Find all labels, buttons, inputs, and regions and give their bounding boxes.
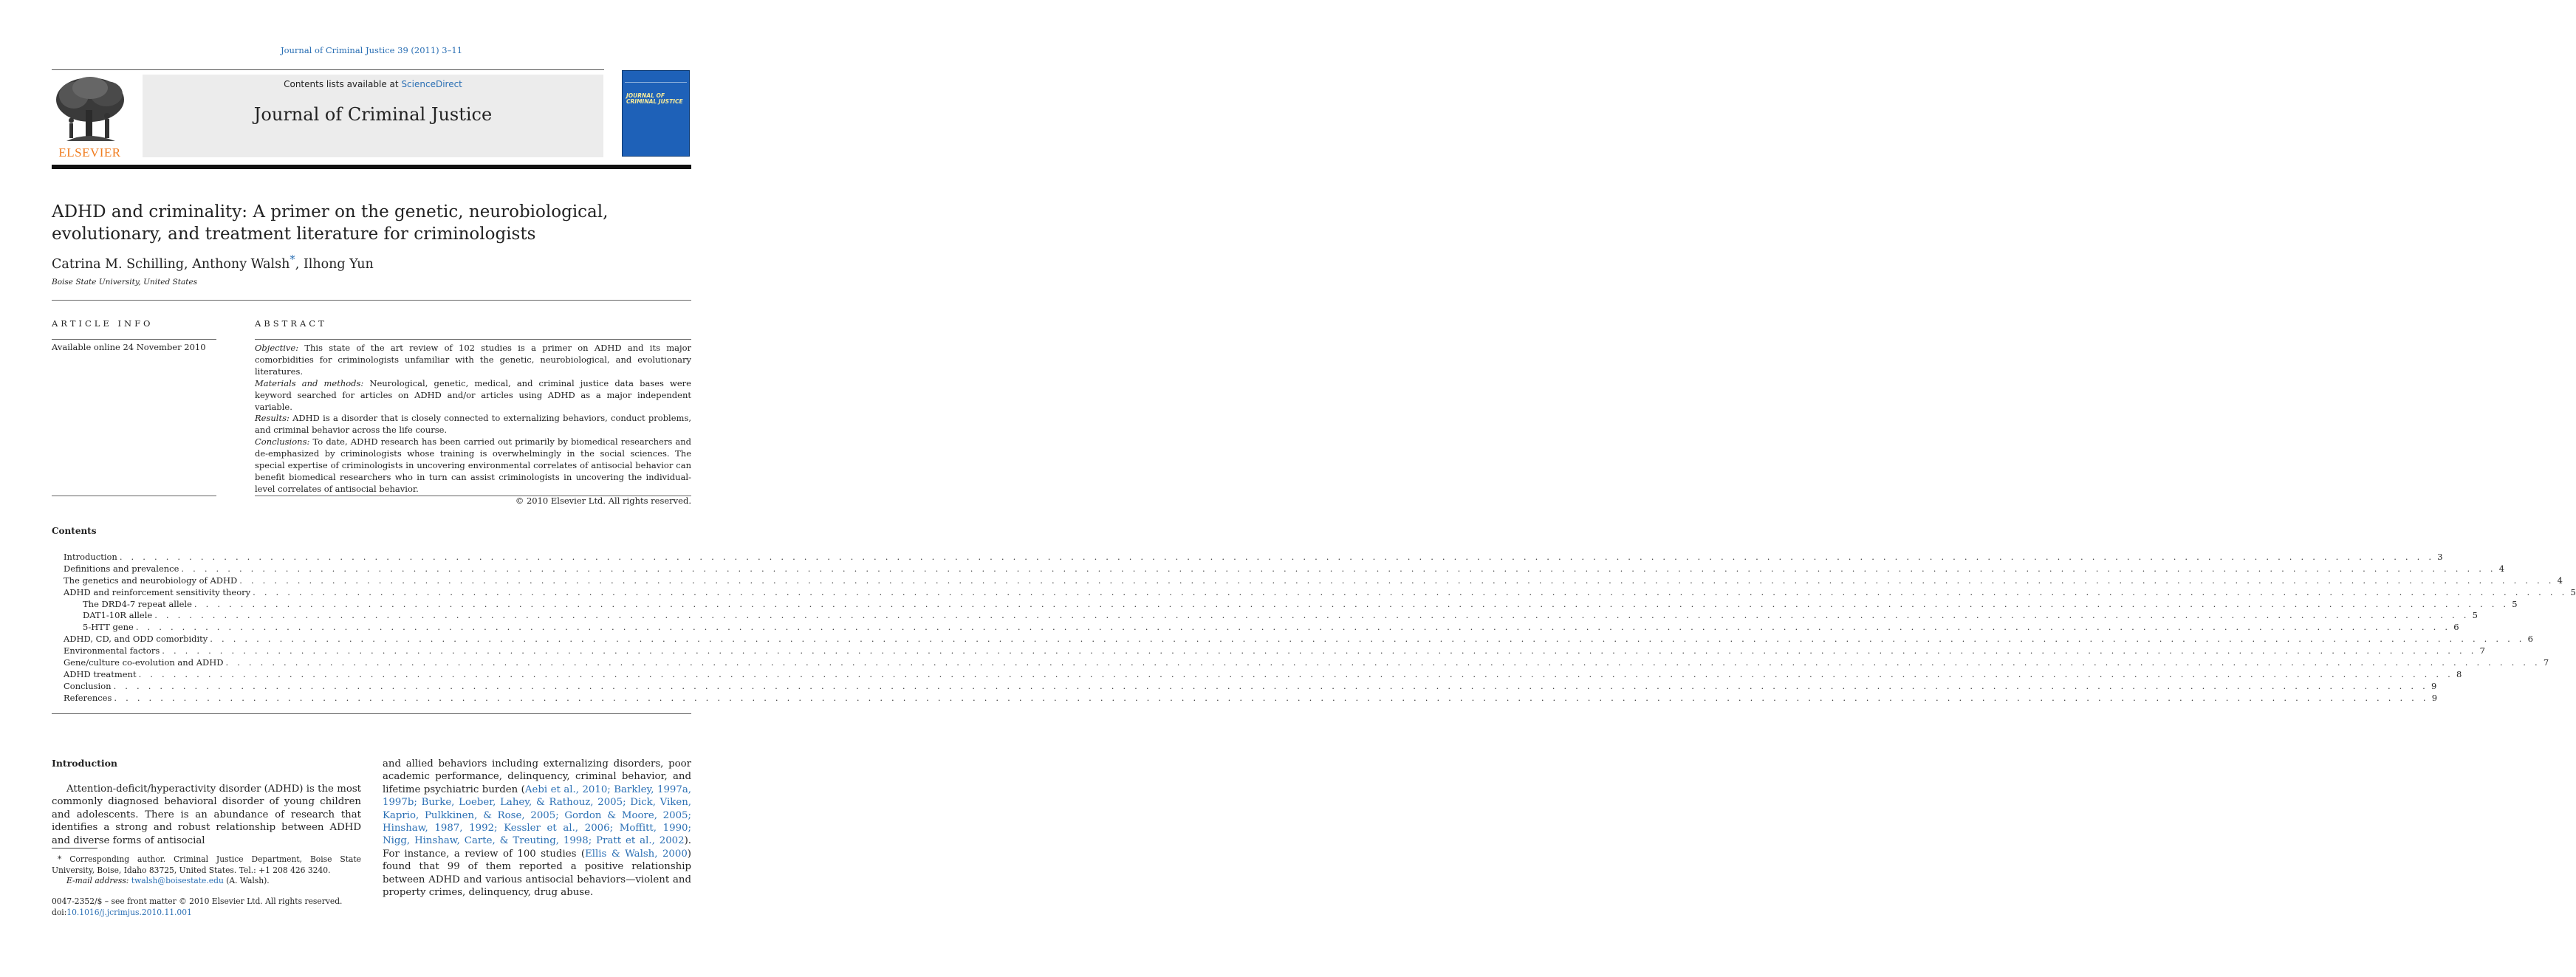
results-text: ADHD is a disorder that is closely connected to externalizing behaviors, conduct problems, and criminal behavior across the life course. — [255, 413, 691, 436]
toc-entry[interactable] — [64, 610, 2478, 622]
toc-entry[interactable] — [64, 598, 2518, 611]
title-rule — [52, 300, 691, 301]
toc-entry-page: 6 — [2525, 634, 2533, 645]
journal-cover-thumbnail[interactable] — [622, 70, 690, 157]
contents-prefix: Contents lists available at — [284, 79, 402, 89]
article-title: ADHD and criminality: A primer on the genetic, neurobiological, evolutionary, and treatment literature for criminologists — [52, 202, 609, 244]
toc-entry[interactable] — [64, 586, 2576, 599]
toc-leader-dots: . . . . . . . . . . . . . . . . . . . . . . . . . . . . . . . . . . . . . . . . . . . . . . . . . . . . . . . . . . . . . . . . . . . . . . . . . . . . . . . . . . . . . . . . . . . . . . . . . . . . . . . . . . . . . . . . . . . . . . . . . . . . . . . . . . . . . . . . . . . . . . . . . . . . . . . . . . . . . . . . . . . . . . . . . . . . . . . . . . . . . . . . . . . . . . . . . . . . . . . . — [114, 692, 2429, 703]
corresponding-author-footnote — [52, 854, 361, 887]
affiliation: Boise State University, United States — [52, 278, 198, 287]
toc-entry-page: 4 — [2555, 575, 2563, 587]
toc-leader-dots: . . . . . . . . . . . . . . . . . . . . . . . . . . . . . . . . . . . . . . . . . . . . . . . . . . . . . . . . . . . . . . . . . . . . . . . . . . . . . . . . . . . . . . . . . . . . . . . . . . . . . . . . . . . . . . . . . . . . . . . . . . . . . . . . . . . . . . . . . . . . . . . . . . . . . . . . . . . . . . . . . . . . . . . . . . . . . . . . . . . . . . . . . . . . . . . . . . . . . . . . — [253, 586, 2568, 597]
sciencedirect-link[interactable]: ScienceDirect — [401, 79, 462, 89]
introduction-right-column — [383, 758, 691, 899]
toc-entry-page: 5 — [2567, 587, 2575, 599]
toc-leader-dots: . . . . . . . . . . . . . . . . . . . . . . . . . . . . . . . . . . . . . . . . . . . . . . . . . . . . . . . . . . . . . . . . . . . . . . . . . . . . . . . . . . . . . . . . . . . . . . . . . . . . . . . . . . . . . . . . . . . . . . . . . . . . . . . . . . . . . . . . . . . . . . . . . . . . . . . . . . . . . . . . . . . . . . . . . . . . . . . . . . . . . . . . . . . . . . . . . . . . . . . . — [138, 668, 2453, 679]
doi-line — [52, 908, 342, 919]
footnote-mark: * — [58, 854, 62, 864]
contents-availability — [143, 79, 603, 89]
toc-entry-page: 8 — [2453, 669, 2462, 681]
cover-strip — [625, 73, 687, 83]
toc-entry[interactable] — [64, 575, 2563, 587]
toc-leader-dots: . . . . . . . . . . . . . . . . . . . . . . . . . . . . . . . . . . . . . . . . . . . . . . . . . . . . . . . . . . . . . . . . . . . . . . . . . . . . . . . . . . . . . . . . . . . . . . . . . . . . . . . . . . . . . . . . . . . . . . . . . . . . . . . . . . . . . . . . . . . . . . . . . . . . . . . . . . . . . . . . . . . . . . . . . . . . . . . . . . . . . . . . . . . . . . . . . . . . . . . . — [162, 645, 2477, 657]
toc-entry-title[interactable]: ADHD and reinforcement sensitivity theory — [64, 587, 253, 599]
objective-text: This state of the art review of 102 studies is a primer on ADHD and its major comorbidities for criminologists unfamiliar with the genetic, neurobiological, and evolutionary literatures. — [255, 343, 691, 377]
intro-text-part-3: ) found that 99 of them reported a positive relationship between ADHD and various antisocial behaviors—violent and property crimes, delinquency, drug abuse. — [383, 848, 691, 899]
journal-masthead — [143, 75, 603, 157]
contents-heading: Contents — [52, 526, 97, 536]
toc-entry-page: 7 — [2477, 645, 2485, 657]
toc-leader-dots: . . . . . . . . . . . . . . . . . . . . . . . . . . . . . . . . . . . . . . . . . . . . . . . . . . . . . . . . . . . . . . . . . . . . . . . . . . . . . . . . . . . . . . . . . . . . . . . . . . . . . . . . . . . . . . . . . . . . . . . . . . . . . . . . . . . . . . . . . . . . . . . . . . . . . . . . . . . . . . . . . . . . . . . . . . . . . . . . . . . . . . . . . . . . . . . . . . . . . . . . — [225, 657, 2541, 668]
toc-entry-page: 7 — [2541, 657, 2549, 669]
abstract-label: ABSTRACT — [255, 318, 327, 329]
toc-entry-title[interactable]: ADHD, CD, and ODD comorbidity — [64, 634, 210, 645]
toc-entry-page: 3 — [2434, 552, 2442, 563]
methods-text: Neurological, genetic, medical, and criminal justice data bases were keyword searched for articles on ADHD and/or articles using ADHD as a major independent variable. — [255, 377, 691, 412]
intro-text-part-2: ). For instance, a review of 100 studies ( — [383, 835, 691, 860]
methods-label: Materials and methods: — [255, 377, 364, 388]
article-info-rule — [52, 339, 216, 340]
toc-entry-title[interactable]: DAT1-10R allele — [83, 610, 154, 622]
intro-text-part-1: and allied behaviors including externalizing disorders, poor academic performance, delinquency, criminal behavior, and lifetime psychiatric burden ( — [383, 758, 691, 795]
introduction-heading: Introduction — [52, 758, 118, 769]
abstract-methods — [255, 378, 691, 414]
toc-entry[interactable] — [64, 563, 2505, 575]
toc-leader-dots: . . . . . . . . . . . . . . . . . . . . . . . . . . . . . . . . . . . . . . . . . . . . . . . . . . . . . . . . . . . . . . . . . . . . . . . . . . . . . . . . . . . . . . . . . . . . . . . . . . . . . . . . . . . . . . . . . . . . . . . . . . . . . . . . . . . . . . . . . . . . . . . . . . . . . . . . . . . . . . . . . . . . . . . . . . . . . . . . . . . . . . . . . . . . . . . . . . . . . . . . — [154, 610, 2470, 621]
toc-entry-page: 5 — [2470, 610, 2478, 622]
author-list — [52, 253, 374, 272]
toc-leader-dots: . . . . . . . . . . . . . . . . . . . . . . . . . . . . . . . . . . . . . . . . . . . . . . . . . . . . . . . . . . . . . . . . . . . . . . . . . . . . . . . . . . . . . . . . . . . . . . . . . . . . . . . . . . . . . . . . . . . . . . . . . . . . . . . . . . . . . . . . . . . . . . . . . . . . . . . . . . . . . . . . . . . . . . . . . . . . . . . . . . . . . . . . . . . . . . . . . . . . . . . . — [135, 622, 2451, 633]
toc-leader-dots: . . . . . . . . . . . . . . . . . . . . . . . . . . . . . . . . . . . . . . . . . . . . . . . . . . . . . . . . . . . . . . . . . . . . . . . . . . . . . . . . . . . . . . . . . . . . . . . . . . . . . . . . . . . . . . . . . . . . . . . . . . . . . . . . . . . . . . . . . . . . . . . . . . . . . . . . . . . . . . . . . . . . . . . . . . . . . . . . . . . . . . . . . . . . . . . . . . . . . . . . — [239, 575, 2555, 586]
front-matter — [52, 897, 342, 918]
toc-entry-title[interactable]: Gene/culture co-evolution and ADHD — [64, 657, 226, 669]
doi-link[interactable]: 10.1016/j.jcrimjus.2010.11.001 — [66, 907, 192, 917]
abstract-results — [255, 413, 691, 436]
toc-entry-title[interactable]: The genetics and neurobiology of ADHD — [64, 575, 239, 587]
toc-leader-dots: . . . . . . . . . . . . . . . . . . . . . . . . . . . . . . . . . . . . . . . . . . . . . . . . . . . . . . . . . . . . . . . . . . . . . . . . . . . . . . . . . . . . . . . . . . . . . . . . . . . . . . . . . . . . . . . . . . . . . . . . . . . . . . . . . . . . . . . . . . . . . . . . . . . . . . . . . . . . . . . . . . . . . . . . . . . . . . . . . . . . . . . . . . . . . . . . . . . . . . . . — [119, 552, 2435, 562]
elsevier-wordmark: ELSEVIER — [58, 145, 121, 160]
table-of-contents — [64, 552, 2576, 705]
conclusions-text: To date, ADHD research has been carried out primarily by biomedical researchers and de-emphasized by criminologists whose training is overwhelmingly in the social sciences. The special expertise of criminologists in uncovering environmental correlates of antisocial behavior can benefit biomedical researchers who in turn can assist criminologists in uncovering the individual-level correlates of antisocial behavior. — [255, 436, 691, 494]
toc-entry-title[interactable]: Conclusion — [64, 681, 114, 693]
toc-entry-title[interactable]: 5-HTT gene — [83, 622, 136, 634]
abstract-objective — [255, 343, 691, 378]
toc-entry-title[interactable]: Introduction — [64, 552, 120, 563]
abstract-rule — [255, 339, 691, 340]
conclusions-label: Conclusions: — [255, 436, 310, 448]
footnote-text: Corresponding author. Criminal Justice Department, Boise State University, Boise, Idaho 83725, United States. Tel.: +1 208 426 3240. — [52, 854, 361, 875]
elsevier-logo[interactable] — [52, 75, 128, 160]
citation-link-ellis-walsh[interactable]: Ellis & Walsh, 2000 — [585, 848, 688, 860]
article-info-label: ARTICLE INFO — [52, 318, 154, 329]
toc-entry[interactable] — [64, 680, 2437, 693]
contents-bottom-rule — [52, 713, 691, 714]
toc-entry-title[interactable]: The DRD4-7 repeat allele — [83, 599, 194, 611]
objective-label: Objective: — [255, 343, 299, 353]
top-rule — [52, 69, 604, 70]
author-schilling[interactable]: Catrina M. Schilling, — [52, 256, 193, 272]
toc-entry-title[interactable]: ADHD treatment — [64, 669, 139, 681]
toc-leader-dots: . . . . . . . . . . . . . . . . . . . . . . . . . . . . . . . . . . . . . . . . . . . . . . . . . . . . . . . . . . . . . . . . . . . . . . . . . . . . . . . . . . . . . . . . . . . . . . . . . . . . . . . . . . . . . . . . . . . . . . . . . . . . . . . . . . . . . . . . . . . . . . . . . . . . . . . . . . . . . . . . . . . . . . . . . . . . . . . . . . . . . . . . . . . . . . . . . . . . . . . . — [181, 563, 2496, 574]
toc-entry[interactable] — [64, 552, 2443, 563]
toc-entry[interactable] — [64, 668, 2462, 681]
results-label: Results: — [255, 413, 290, 424]
email-label: E-mail address: — [66, 876, 131, 886]
journal-citation-link[interactable]: Journal of Criminal Justice 39 (2011) 3–11 — [280, 45, 463, 55]
abstract-copyright: © 2010 Elsevier Ltd. All rights reserved. — [515, 495, 691, 506]
toc-entry-title[interactable]: References — [64, 693, 114, 705]
toc-entry-page: 4 — [2496, 563, 2504, 575]
author-walsh[interactable]: Anthony Walsh — [192, 256, 290, 272]
toc-leader-dots: . . . . . . . . . . . . . . . . . . . . . . . . . . . . . . . . . . . . . . . . . . . . . . . . . . . . . . . . . . . . . . . . . . . . . . . . . . . . . . . . . . . . . . . . . . . . . . . . . . . . . . . . . . . . . . . . . . . . . . . . . . . . . . . . . . . . . . . . . . . . . . . . . . . . . . . . . . . . . . . . . . . . . . . . . . . . . . . . . . . . . . . . . . . . . . . . . . . . . . . . — [193, 598, 2510, 609]
email-suffix: (A. Walsh). — [223, 876, 270, 886]
abstract-conclusions — [255, 436, 691, 496]
toc-entry-page: 6 — [2450, 622, 2459, 634]
abstract-body — [255, 343, 691, 507]
header-heavy-rule — [52, 165, 691, 169]
toc-leader-dots: . . . . . . . . . . . . . . . . . . . . . . . . . . . . . . . . . . . . . . . . . . . . . . . . . . . . . . . . . . . . . . . . . . . . . . . . . . . . . . . . . . . . . . . . . . . . . . . . . . . . . . . . . . . . . . . . . . . . . . . . . . . . . . . . . . . . . . . . . . . . . . . . . . . . . . . . . . . . . . . . . . . . . . . . . . . . . . . . . . . . . . . . . . . . . . . . . . . . . . . . — [113, 680, 2428, 691]
toc-entry-page: 9 — [2428, 681, 2436, 693]
cover-title: JOURNAL OF CRIMINAL JUSTICE — [626, 92, 683, 105]
toc-entry[interactable] — [64, 645, 2485, 657]
toc-entry-title[interactable]: Environmental factors — [64, 645, 162, 657]
citation-links-1[interactable]: Aebi et al., 2010; Barkley, 1997a, 1997b; Burke, Loeber, Lahey, & Rathouz, 2005; Dick, Viken, Kaprio, Pulkkinen, & Rose, 2005; Gordon & Moore, 2005; Hinshaw, 1987, 1992; Kessler et al., 2006; Moffitt, 1990; Nigg, Hinshaw, Carte, & Treuting, 1998; Pratt et al., 2002 — [383, 784, 691, 847]
toc-entry-page: 9 — [2429, 693, 2437, 705]
footnote-rule — [52, 848, 97, 849]
author-yun[interactable]: , Ilhong Yun — [295, 256, 374, 272]
toc-entry[interactable] — [64, 622, 2459, 634]
available-online-date: Available online 24 November 2010 — [52, 342, 206, 352]
introduction-left-column: Attention-deficit/hyperactivity disorder (ADHD) is the most commonly diagnosed behavioral disorder of young children and adolescents. There is an abundance of research that identifies a strong and robust relationship between ADHD and diverse forms of antisocial — [52, 784, 361, 846]
toc-entry[interactable] — [64, 692, 2438, 705]
toc-leader-dots: . . . . . . . . . . . . . . . . . . . . . . . . . . . . . . . . . . . . . . . . . . . . . . . . . . . . . . . . . . . . . . . . . . . . . . . . . . . . . . . . . . . . . . . . . . . . . . . . . . . . . . . . . . . . . . . . . . . . . . . . . . . . . . . . . . . . . . . . . . . . . . . . . . . . . . . . . . . . . . . . . . . . . . . . . . . . . . . . . . . . . . . . . . . . . . . . . . . . . . . . — [210, 634, 2525, 645]
corresponding-author-mark[interactable]: * — [290, 253, 295, 266]
toc-entry-title[interactable]: Definitions and prevalence — [64, 563, 181, 575]
toc-entry[interactable] — [64, 634, 2533, 645]
toc-entry-page: 5 — [2509, 599, 2517, 611]
doi-label: doi: — [52, 907, 67, 917]
journal-title[interactable]: Journal of Criminal Justice — [253, 104, 493, 125]
elsevier-tree-icon — [52, 75, 128, 145]
toc-entry[interactable] — [64, 657, 2549, 669]
email-link[interactable]: twalsh@boisestate.edu — [131, 876, 224, 886]
issn-line: 0047-2352/$ – see front matter © 2010 Elsevier Ltd. All rights reserved. — [52, 897, 343, 906]
